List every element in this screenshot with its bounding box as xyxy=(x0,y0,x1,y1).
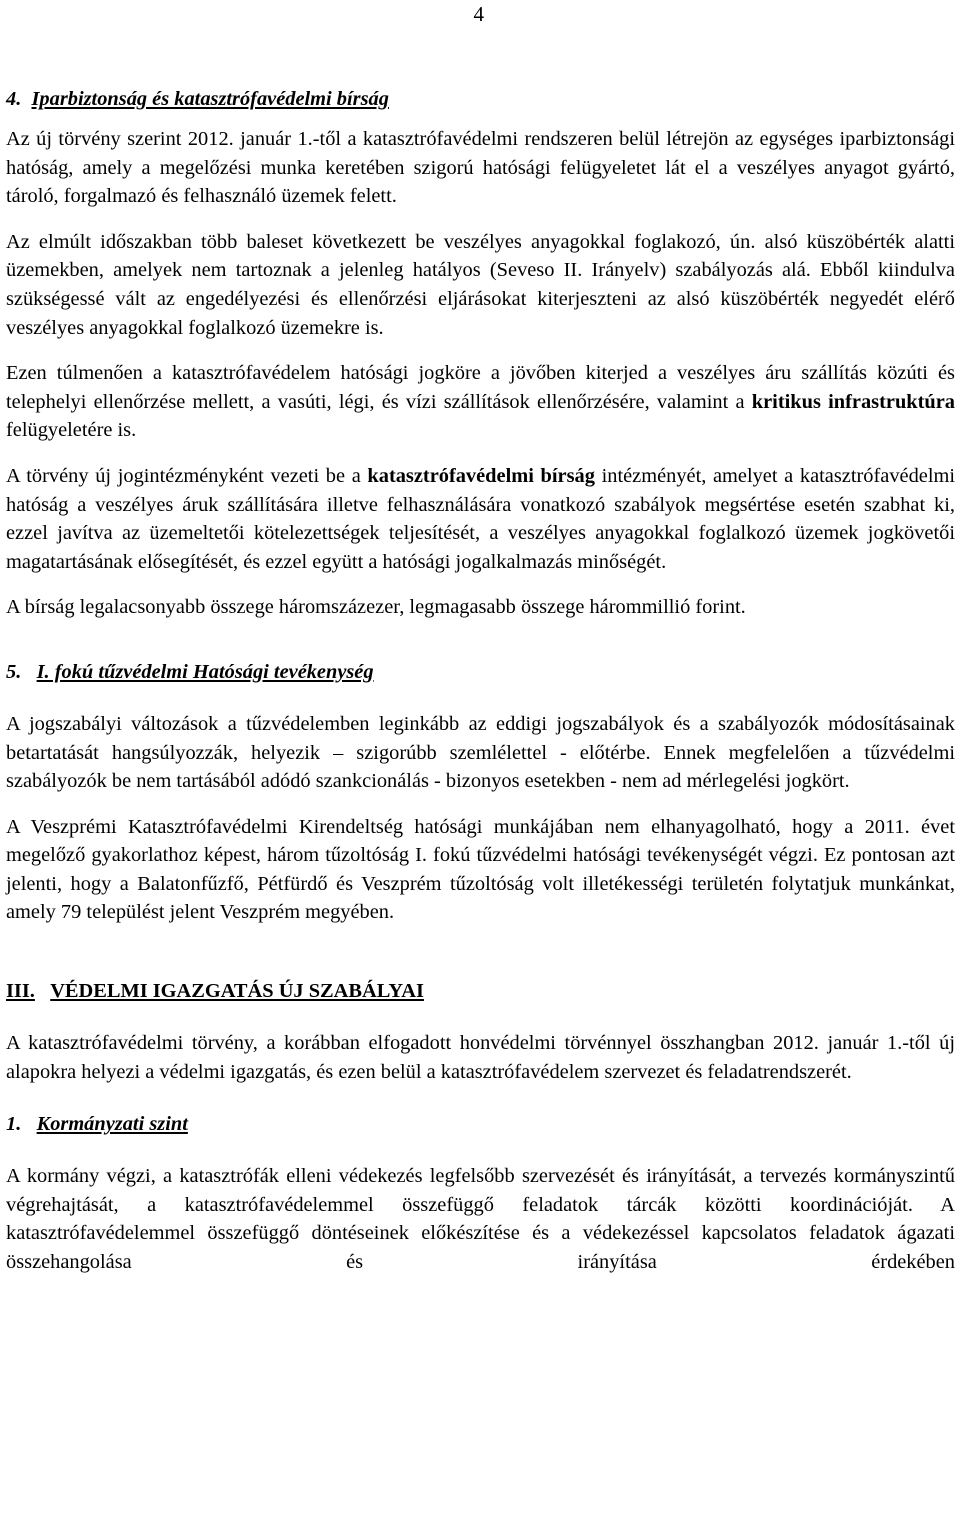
text-run: Ezen túlmenően a katasztrófavédelem hatósági jogköre a jövőben kiterjed a veszélyes áru szállítás közúti és telephelyi ellenőrzése mellett, a vasúti, légi, és vízi szállítások ellenőrzésére, valamint a xyxy=(6,362,955,413)
section-4-paragraph-4 xyxy=(6,462,955,576)
section-4-title: Iparbiztonság és katasztrófavédelmi bírság xyxy=(31,88,389,110)
section-4-paragraph-2: Az elmúlt időszakban több baleset következett be veszélyes anyagokkal foglakozó, ún. alsó küszöbérték alatti üzemekben, amelyek nem tartoznak a jelenleg hatályos (Seveso II. Irányelv) szabályozás alá. Ebből kiindulva szükségessé vált az engedélyezési és ellenőrzési eljárásokat kiterjeszteni az alsó küszöbérték negyedét elérő veszélyes anyagokkal foglalkozó üzemekre is. xyxy=(6,230,955,339)
page-number: 4 xyxy=(473,2,484,26)
bold-term-kritikus-infrastruktura: kritikus infrastruktúra xyxy=(751,390,955,413)
chapter-3-paragraph-1: A katasztrófavédelmi törvény, a korábban elfogadott honvédelmi törvénnyel összhangban 2012. január 1.-től új alapokra helyezi a védelmi igazgatás, és ezen belül a katasztrófavédelem szervezet és feladatrendszerét. xyxy=(6,1032,955,1083)
subsection-1-title: Kormányzati szint xyxy=(36,1113,188,1136)
section-4-paragraph-3 xyxy=(6,359,955,445)
chapter-3-heading xyxy=(6,977,955,1005)
text-run: intézményét, amelyet a katasztrófavédelmi hatóság a veszélyes áruk szállítására illetve felhasználására vonatkozó szabályok megsértése esetén szabhat ki, ezzel javítva az üzemeltetői kötelezettségek teljesítését, a veszélyes anyagokkal foglalkozó üzemek jogkövetői magatartásának elősegítését, és ezzel együtt a hatósági jogalkalmazás minőségét. xyxy=(6,464,956,573)
section-5-title: I. fokú tűzvédelmi Hatósági tevékenység xyxy=(36,660,374,683)
section-5-heading xyxy=(6,658,955,686)
section-4-heading xyxy=(6,85,955,113)
section-5-paragraph-2: A Veszprémi Katasztrófavédelmi Kirendeltség hatósági munkájában nem elhanyagolható, hogy a 2011. évet megelőző gyakorlathoz képest, három tűzoltóság I. fokú tűzvédelmi hatósági tevékenységét végzi. Ez pontosan azt jelenti, hogy a Balatonfűzfő, Pétfürdő és Veszprém tűzoltóság volt illetékességi területén folytatjuk munkánkat, amely 79 települést jelent Veszprém megyében. xyxy=(6,815,955,924)
chapter-3-number: III. xyxy=(6,980,35,1003)
document-body xyxy=(6,85,955,1277)
text-run: A törvény új jogintézményként vezeti be a xyxy=(6,464,368,487)
section-4-paragraph-5: A bírság legalacsonyabb összege háromszázezer, legmagasabb összege hárommillió forint. xyxy=(6,596,746,619)
subsection-1-paragraph-1: A kormány végzi, a katasztrófák elleni védekezés legfelsőbb szervezését és irányítását, a tervezés kormányszintű végrehajtását, a katasztrófavédelemmel összefüggő feladatok tárcák közötti koordinációját. A katasztrófavédelemmel összefüggő döntéseinek előkészítése és a védekezéssel kapcsolatos feladatok ágazati összehangolása és irányítása érdekében xyxy=(6,1165,955,1274)
subsection-1-heading xyxy=(6,1110,955,1138)
section-5-paragraph-1: A jogszabályi változások a tűzvédelemben leginkább az eddigi jogszabályok és a szabályozók módosításainak betartatását hangsúlyozzák, helyezik – szigorúbb szemlélettel - előtérbe. Ennek megfelelően a tűzvédelmi szabályozók be nem tartásából adódó szankcionálás - bizonyos esetekben - nem ad mérlegelési jogkört. xyxy=(6,712,955,793)
section-4-paragraph-1: Az új törvény szerint 2012. január 1.-től a katasztrófavédelmi rendszeren belül létrejön az egységes iparbiztonsági hatóság, amely a megelőzési munka keretében szigorú hatósági felügyeletet lát el a veszélyes anyagot gyártó, tároló, forgalmazó és felhasználó üzemek felett. xyxy=(6,128,955,208)
section-4-number: 4. xyxy=(6,88,22,110)
section-5-number: 5. xyxy=(6,660,22,683)
subsection-1-number: 1. xyxy=(6,1113,22,1136)
chapter-3-title: VÉDELMI IGAZGATÁS ÚJ SZABÁLYAI xyxy=(50,980,424,1003)
text-run: felügyeletére is. xyxy=(6,419,137,442)
bold-term-katasztrofavedelmi-birsag: katasztrófavédelmi bírság xyxy=(367,464,595,487)
